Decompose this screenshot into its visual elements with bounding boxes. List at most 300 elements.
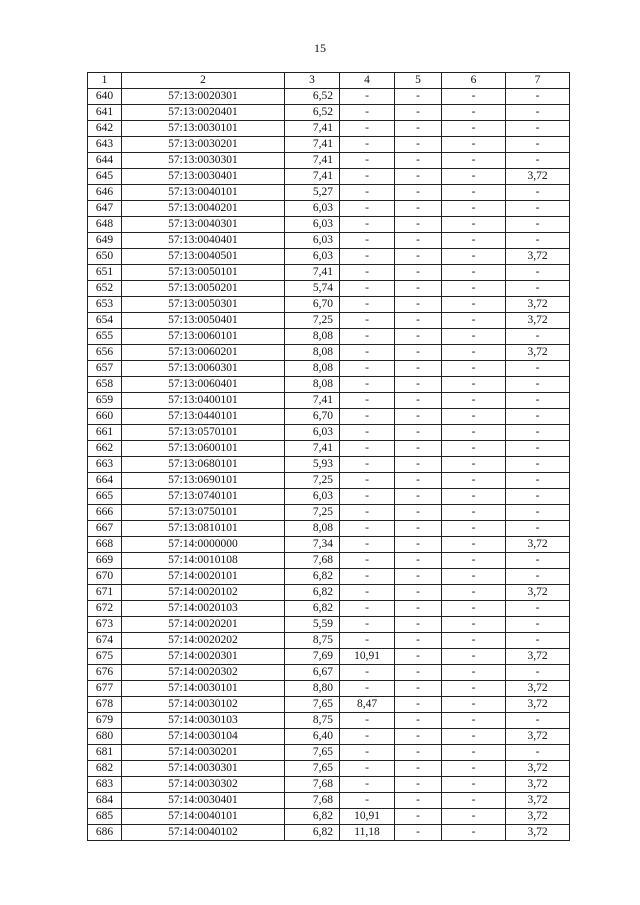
value-col7-cell: - xyxy=(506,569,570,585)
value-col4-cell: - xyxy=(340,121,395,137)
table-row xyxy=(88,361,570,377)
value-col4-cell: - xyxy=(340,377,395,393)
value-col3-cell: 7,41 xyxy=(285,121,340,137)
value-col3-cell: 7,69 xyxy=(285,649,340,665)
value-col5-cell: - xyxy=(395,297,442,313)
row-number-cell: 642 xyxy=(88,121,122,137)
table-row xyxy=(88,137,570,153)
value-col5-cell: - xyxy=(395,457,442,473)
value-col6-cell: - xyxy=(442,121,506,137)
value-col7-cell: 3,72 xyxy=(506,249,570,265)
value-col4-cell: - xyxy=(340,793,395,809)
cadastral-code-cell: 57:13:0030101 xyxy=(122,121,285,137)
table-row xyxy=(88,105,570,121)
cadastral-code-cell: 57:13:0040401 xyxy=(122,233,285,249)
value-col3-cell: 6,70 xyxy=(285,409,340,425)
row-number-cell: 648 xyxy=(88,217,122,233)
value-col4-cell: 10,91 xyxy=(340,649,395,665)
value-col4-cell: - xyxy=(340,537,395,553)
cadastral-code-cell: 57:13:0570101 xyxy=(122,425,285,441)
value-col4-cell: - xyxy=(340,393,395,409)
value-col3-cell: 6,03 xyxy=(285,489,340,505)
value-col6-cell: - xyxy=(442,265,506,281)
cadastral-code-cell: 57:13:0810101 xyxy=(122,521,285,537)
value-col3-cell: 8,08 xyxy=(285,361,340,377)
row-number-cell: 653 xyxy=(88,297,122,313)
value-col4-cell: - xyxy=(340,633,395,649)
value-col7-cell: - xyxy=(506,425,570,441)
table-row xyxy=(88,489,570,505)
table-row xyxy=(88,265,570,281)
value-col4-cell: 10,91 xyxy=(340,809,395,825)
value-col7-cell: - xyxy=(506,137,570,153)
value-col7-cell: - xyxy=(506,489,570,505)
value-col5-cell: - xyxy=(395,809,442,825)
value-col4-cell: - xyxy=(340,569,395,585)
value-col5-cell: - xyxy=(395,89,442,105)
value-col4-cell: - xyxy=(340,233,395,249)
row-number-cell: 679 xyxy=(88,713,122,729)
row-number-cell: 661 xyxy=(88,425,122,441)
value-col5-cell: - xyxy=(395,793,442,809)
value-col6-cell: - xyxy=(442,585,506,601)
value-col6-cell: - xyxy=(442,137,506,153)
value-col5-cell: - xyxy=(395,201,442,217)
value-col7-cell: - xyxy=(506,393,570,409)
row-number-cell: 658 xyxy=(88,377,122,393)
value-col3-cell: 7,25 xyxy=(285,313,340,329)
value-col7-cell: - xyxy=(506,329,570,345)
row-number-cell: 677 xyxy=(88,681,122,697)
value-col5-cell: - xyxy=(395,729,442,745)
cadastral-code-cell: 57:14:0040102 xyxy=(122,825,285,841)
column-header: 4 xyxy=(340,73,395,89)
value-col4-cell: - xyxy=(340,297,395,313)
table-row xyxy=(88,665,570,681)
cadastral-code-cell: 57:13:0020301 xyxy=(122,89,285,105)
value-col3-cell: 5,59 xyxy=(285,617,340,633)
value-col7-cell: - xyxy=(506,441,570,457)
value-col7-cell: 3,72 xyxy=(506,761,570,777)
cadastral-code-cell: 57:14:0030104 xyxy=(122,729,285,745)
value-col6-cell: - xyxy=(442,505,506,521)
value-col6-cell: - xyxy=(442,617,506,633)
value-col7-cell: - xyxy=(506,361,570,377)
value-col6-cell: - xyxy=(442,409,506,425)
value-col7-cell: 3,72 xyxy=(506,809,570,825)
value-col4-cell: - xyxy=(340,601,395,617)
cadastral-code-cell: 57:13:0690101 xyxy=(122,473,285,489)
value-col3-cell: 8,75 xyxy=(285,713,340,729)
cadastral-code-cell: 57:14:0020202 xyxy=(122,633,285,649)
value-col7-cell: - xyxy=(506,633,570,649)
value-col7-cell: - xyxy=(506,409,570,425)
value-col7-cell: - xyxy=(506,185,570,201)
value-col5-cell: - xyxy=(395,649,442,665)
value-col5-cell: - xyxy=(395,345,442,361)
table-row xyxy=(88,201,570,217)
cadastral-code-cell: 57:13:0040501 xyxy=(122,249,285,265)
value-col4-cell: - xyxy=(340,585,395,601)
value-col6-cell: - xyxy=(442,761,506,777)
row-number-cell: 656 xyxy=(88,345,122,361)
table-row xyxy=(88,761,570,777)
value-col5-cell: - xyxy=(395,553,442,569)
table-row xyxy=(88,185,570,201)
cadastral-code-cell: 57:13:0040201 xyxy=(122,201,285,217)
cadastral-code-cell: 57:14:0030401 xyxy=(122,793,285,809)
value-col6-cell: - xyxy=(442,537,506,553)
row-number-cell: 672 xyxy=(88,601,122,617)
row-number-cell: 655 xyxy=(88,329,122,345)
value-col3-cell: 6,03 xyxy=(285,217,340,233)
cadastral-code-cell: 57:13:0020401 xyxy=(122,105,285,121)
value-col5-cell: - xyxy=(395,361,442,377)
value-col5-cell: - xyxy=(395,745,442,761)
row-number-cell: 680 xyxy=(88,729,122,745)
row-number-cell: 686 xyxy=(88,825,122,841)
table-row xyxy=(88,793,570,809)
value-col7-cell: 3,72 xyxy=(506,681,570,697)
value-col7-cell: - xyxy=(506,153,570,169)
value-col5-cell: - xyxy=(395,633,442,649)
value-col4-cell: - xyxy=(340,137,395,153)
page-number: 15 xyxy=(314,41,326,55)
row-number-cell: 651 xyxy=(88,265,122,281)
value-col7-cell: 3,72 xyxy=(506,793,570,809)
value-col4-cell: - xyxy=(340,329,395,345)
cadastral-code-cell: 57:14:0020301 xyxy=(122,649,285,665)
value-col3-cell: 7,41 xyxy=(285,265,340,281)
cadastral-code-cell: 57:14:0020201 xyxy=(122,617,285,633)
value-col5-cell: - xyxy=(395,281,442,297)
value-col3-cell: 8,08 xyxy=(285,521,340,537)
cadastral-code-cell: 57:14:0020302 xyxy=(122,665,285,681)
header-row xyxy=(88,73,570,89)
cadastral-code-cell: 57:14:0020102 xyxy=(122,585,285,601)
value-col3-cell: 5,27 xyxy=(285,185,340,201)
value-col5-cell: - xyxy=(395,521,442,537)
table-row xyxy=(88,745,570,761)
cadastral-code-cell: 57:14:0020103 xyxy=(122,601,285,617)
table-row xyxy=(88,457,570,473)
value-col4-cell: - xyxy=(340,185,395,201)
cadastral-code-cell: 57:13:0680101 xyxy=(122,457,285,473)
value-col4-cell: - xyxy=(340,457,395,473)
table-row xyxy=(88,473,570,489)
value-col3-cell: 6,70 xyxy=(285,297,340,313)
value-col7-cell: - xyxy=(506,89,570,105)
row-number-cell: 668 xyxy=(88,537,122,553)
value-col4-cell: - xyxy=(340,313,395,329)
value-col6-cell: - xyxy=(442,697,506,713)
table-row xyxy=(88,249,570,265)
table-row xyxy=(88,825,570,841)
value-col3-cell: 7,68 xyxy=(285,553,340,569)
value-col5-cell: - xyxy=(395,777,442,793)
value-col5-cell: - xyxy=(395,713,442,729)
value-col7-cell: 3,72 xyxy=(506,313,570,329)
value-col6-cell: - xyxy=(442,393,506,409)
table-row xyxy=(88,441,570,457)
value-col4-cell: - xyxy=(340,521,395,537)
value-col7-cell: - xyxy=(506,617,570,633)
row-number-cell: 674 xyxy=(88,633,122,649)
value-col7-cell: 3,72 xyxy=(506,297,570,313)
row-number-cell: 675 xyxy=(88,649,122,665)
value-col3-cell: 7,65 xyxy=(285,745,340,761)
value-col3-cell: 6,82 xyxy=(285,569,340,585)
value-col7-cell: - xyxy=(506,505,570,521)
value-col4-cell: - xyxy=(340,745,395,761)
table-row xyxy=(88,649,570,665)
value-col6-cell: - xyxy=(442,681,506,697)
row-number-cell: 662 xyxy=(88,441,122,457)
value-col6-cell: - xyxy=(442,105,506,121)
row-number-cell: 652 xyxy=(88,281,122,297)
value-col4-cell: - xyxy=(340,105,395,121)
cadastral-code-cell: 57:14:0010108 xyxy=(122,553,285,569)
value-col4-cell: - xyxy=(340,89,395,105)
cadastral-code-cell: 57:13:0060401 xyxy=(122,377,285,393)
cadastral-code-cell: 57:13:0060301 xyxy=(122,361,285,377)
row-number-cell: 647 xyxy=(88,201,122,217)
value-col4-cell: - xyxy=(340,777,395,793)
value-col6-cell: - xyxy=(442,569,506,585)
table-row xyxy=(88,553,570,569)
value-col6-cell: - xyxy=(442,809,506,825)
value-col3-cell: 7,41 xyxy=(285,441,340,457)
row-number-cell: 641 xyxy=(88,105,122,121)
value-col7-cell: 3,72 xyxy=(506,825,570,841)
value-col7-cell: 3,72 xyxy=(506,345,570,361)
table-row xyxy=(88,217,570,233)
cadastral-code-cell: 57:14:0030302 xyxy=(122,777,285,793)
row-number-cell: 640 xyxy=(88,89,122,105)
value-col3-cell: 6,52 xyxy=(285,105,340,121)
value-col5-cell: - xyxy=(395,489,442,505)
value-col6-cell: - xyxy=(442,201,506,217)
row-number-cell: 671 xyxy=(88,585,122,601)
value-col6-cell: - xyxy=(442,217,506,233)
value-col5-cell: - xyxy=(395,425,442,441)
table-row xyxy=(88,617,570,633)
value-col6-cell: - xyxy=(442,89,506,105)
value-col4-cell: - xyxy=(340,265,395,281)
value-col6-cell: - xyxy=(442,665,506,681)
value-col4-cell: - xyxy=(340,473,395,489)
row-number-cell: 643 xyxy=(88,137,122,153)
value-col3-cell: 6,82 xyxy=(285,809,340,825)
value-col7-cell: - xyxy=(506,217,570,233)
value-col5-cell: - xyxy=(395,825,442,841)
row-number-cell: 670 xyxy=(88,569,122,585)
value-col3-cell: 6,03 xyxy=(285,233,340,249)
value-col4-cell: 11,18 xyxy=(340,825,395,841)
cadastral-code-cell: 57:14:0000000 xyxy=(122,537,285,553)
value-col6-cell: - xyxy=(442,329,506,345)
value-col3-cell: 6,82 xyxy=(285,601,340,617)
value-col6-cell: - xyxy=(442,713,506,729)
row-number-cell: 673 xyxy=(88,617,122,633)
value-col4-cell: - xyxy=(340,617,395,633)
cadastral-code-cell: 57:13:0750101 xyxy=(122,505,285,521)
value-col5-cell: - xyxy=(395,441,442,457)
value-col3-cell: 7,34 xyxy=(285,537,340,553)
column-header: 7 xyxy=(506,73,570,89)
cadastral-code-cell: 57:13:0600101 xyxy=(122,441,285,457)
value-col3-cell: 7,25 xyxy=(285,473,340,489)
table-row xyxy=(88,169,570,185)
value-col6-cell: - xyxy=(442,313,506,329)
value-col6-cell: - xyxy=(442,441,506,457)
value-col5-cell: - xyxy=(395,601,442,617)
value-col5-cell: - xyxy=(395,409,442,425)
value-col5-cell: - xyxy=(395,585,442,601)
value-col7-cell: - xyxy=(506,233,570,249)
value-col3-cell: 7,68 xyxy=(285,777,340,793)
value-col6-cell: - xyxy=(442,377,506,393)
row-number-cell: 657 xyxy=(88,361,122,377)
value-col7-cell: - xyxy=(506,121,570,137)
value-col3-cell: 8,08 xyxy=(285,377,340,393)
value-col5-cell: - xyxy=(395,681,442,697)
value-col7-cell: 3,72 xyxy=(506,169,570,185)
table-row xyxy=(88,281,570,297)
row-number-cell: 665 xyxy=(88,489,122,505)
value-col3-cell: 8,08 xyxy=(285,345,340,361)
column-header: 3 xyxy=(285,73,340,89)
table-row xyxy=(88,521,570,537)
value-col4-cell: - xyxy=(340,505,395,521)
table-body xyxy=(88,73,570,841)
table-row xyxy=(88,89,570,105)
value-col5-cell: - xyxy=(395,265,442,281)
cadastral-code-cell: 57:14:0040101 xyxy=(122,809,285,825)
table-row xyxy=(88,729,570,745)
table-row xyxy=(88,681,570,697)
value-col3-cell: 8,80 xyxy=(285,681,340,697)
value-col7-cell: 3,72 xyxy=(506,649,570,665)
value-col7-cell: - xyxy=(506,281,570,297)
value-col5-cell: - xyxy=(395,617,442,633)
value-col3-cell: 6,52 xyxy=(285,89,340,105)
value-col6-cell: - xyxy=(442,425,506,441)
column-header: 2 xyxy=(122,73,285,89)
value-col5-cell: - xyxy=(395,121,442,137)
table-row xyxy=(88,297,570,313)
row-number-cell: 649 xyxy=(88,233,122,249)
value-col3-cell: 6,82 xyxy=(285,585,340,601)
cadastral-code-cell: 57:13:0050101 xyxy=(122,265,285,281)
cadastral-code-cell: 57:13:0060101 xyxy=(122,329,285,345)
value-col3-cell: 7,68 xyxy=(285,793,340,809)
data-table xyxy=(87,72,570,841)
value-col3-cell: 5,93 xyxy=(285,457,340,473)
cadastral-code-cell: 57:13:0050201 xyxy=(122,281,285,297)
value-col5-cell: - xyxy=(395,249,442,265)
value-col7-cell: - xyxy=(506,377,570,393)
value-col4-cell: 8,47 xyxy=(340,697,395,713)
value-col3-cell: 6,03 xyxy=(285,425,340,441)
value-col3-cell: 7,41 xyxy=(285,169,340,185)
value-col5-cell: - xyxy=(395,329,442,345)
cadastral-code-cell: 57:13:0030301 xyxy=(122,153,285,169)
value-col3-cell: 6,03 xyxy=(285,201,340,217)
value-col6-cell: - xyxy=(442,777,506,793)
table-row xyxy=(88,345,570,361)
value-col4-cell: - xyxy=(340,217,395,233)
value-col7-cell: - xyxy=(506,105,570,121)
row-number-cell: 644 xyxy=(88,153,122,169)
value-col5-cell: - xyxy=(395,377,442,393)
value-col7-cell: - xyxy=(506,713,570,729)
value-col3-cell: 8,08 xyxy=(285,329,340,345)
value-col7-cell: - xyxy=(506,665,570,681)
value-col3-cell: 7,65 xyxy=(285,761,340,777)
value-col4-cell: - xyxy=(340,409,395,425)
cadastral-code-cell: 57:14:0030103 xyxy=(122,713,285,729)
value-col6-cell: - xyxy=(442,745,506,761)
row-number-cell: 664 xyxy=(88,473,122,489)
value-col4-cell: - xyxy=(340,441,395,457)
row-number-cell: 650 xyxy=(88,249,122,265)
table-row xyxy=(88,153,570,169)
row-number-cell: 659 xyxy=(88,393,122,409)
value-col4-cell: - xyxy=(340,489,395,505)
value-col5-cell: - xyxy=(395,137,442,153)
value-col7-cell: - xyxy=(506,457,570,473)
value-col5-cell: - xyxy=(395,217,442,233)
table-row xyxy=(88,409,570,425)
cadastral-code-cell: 57:14:0030102 xyxy=(122,697,285,713)
value-col4-cell: - xyxy=(340,345,395,361)
row-number-cell: 683 xyxy=(88,777,122,793)
value-col5-cell: - xyxy=(395,505,442,521)
value-col3-cell: 6,82 xyxy=(285,825,340,841)
value-col7-cell: 3,72 xyxy=(506,537,570,553)
table-row xyxy=(88,425,570,441)
row-number-cell: 681 xyxy=(88,745,122,761)
cadastral-code-cell: 57:13:0030401 xyxy=(122,169,285,185)
row-number-cell: 682 xyxy=(88,761,122,777)
value-col6-cell: - xyxy=(442,185,506,201)
table-row xyxy=(88,505,570,521)
value-col3-cell: 5,74 xyxy=(285,281,340,297)
column-header: 5 xyxy=(395,73,442,89)
value-col5-cell: - xyxy=(395,185,442,201)
table-row xyxy=(88,601,570,617)
value-col5-cell: - xyxy=(395,537,442,553)
row-number-cell: 666 xyxy=(88,505,122,521)
cadastral-code-cell: 57:13:0400101 xyxy=(122,393,285,409)
value-col7-cell: - xyxy=(506,473,570,489)
table-row xyxy=(88,713,570,729)
value-col3-cell: 7,41 xyxy=(285,393,340,409)
row-number-cell: 646 xyxy=(88,185,122,201)
value-col4-cell: - xyxy=(340,361,395,377)
value-col4-cell: - xyxy=(340,425,395,441)
table-row xyxy=(88,313,570,329)
value-col6-cell: - xyxy=(442,233,506,249)
value-col5-cell: - xyxy=(395,761,442,777)
column-header: 6 xyxy=(442,73,506,89)
value-col6-cell: - xyxy=(442,153,506,169)
row-number-cell: 645 xyxy=(88,169,122,185)
value-col3-cell: 6,40 xyxy=(285,729,340,745)
cadastral-code-cell: 57:13:0060201 xyxy=(122,345,285,361)
value-col7-cell: - xyxy=(506,601,570,617)
